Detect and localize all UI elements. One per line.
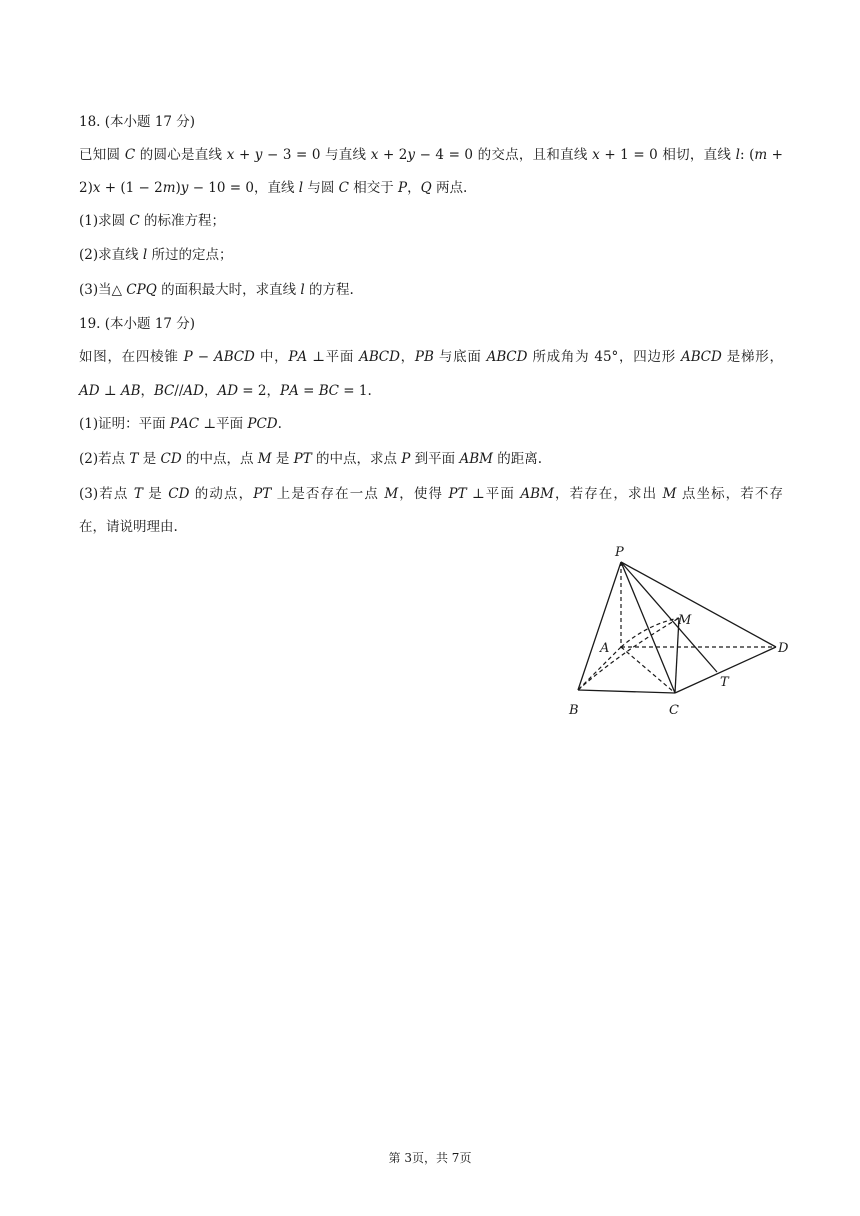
q18-part1: (1)求圆 𝐶 的标准方程； bbox=[79, 213, 226, 229]
edge-PT bbox=[621, 562, 717, 672]
label-T: T bbox=[720, 675, 729, 690]
label-M: M bbox=[678, 613, 692, 628]
q19-part2: (2)若点 𝑇 是 𝐶𝐷 的中点，点 𝑀 是 𝑃𝑇 的中点，求点 𝑃 到平面 𝐴𝐵𝑀 的距离. bbox=[79, 451, 543, 467]
q19-stem-line2: 𝐴𝐷 ⊥ 𝐴𝐵，𝐵𝐶//𝐴𝐷，𝐴𝐷 = 2，𝑃𝐴 = 𝐵𝐶 = 1. bbox=[79, 383, 372, 399]
edge-PB bbox=[578, 562, 621, 690]
q18-part3: (3)当△ 𝐶𝑃𝑄 的面积最大时，求直线 𝑙 的方程. bbox=[79, 282, 354, 298]
label-D: D bbox=[778, 641, 789, 656]
q19-stem-line1: 如图，在四棱锥 𝑃 − 𝐴𝐵𝐶𝐷 中，𝑃𝐴 ⊥平面 𝐴𝐵𝐶𝐷，𝑃𝐵 与底面 𝐴𝐵𝐶𝐷 所成角为 45°，四边形 𝐴𝐵𝐶𝐷 是梯形， bbox=[79, 349, 783, 365]
q19-part3-line2: 在，请说明理由. bbox=[79, 519, 178, 535]
edge-PD bbox=[621, 562, 776, 647]
label-A: A bbox=[600, 641, 610, 656]
label-C: C bbox=[669, 703, 679, 718]
q18-stem-line2: 2)𝑥 + (1 − 2𝑚)𝑦 − 10 = 0，直线 𝑙 与圆 𝐶 相交于 𝑃，𝑄 两点. bbox=[79, 180, 468, 196]
edge-PC bbox=[621, 562, 675, 693]
label-B: B bbox=[569, 703, 579, 718]
edge-AC bbox=[621, 647, 675, 693]
q19-part1: (1)证明：平面 𝑃𝐴𝐶 ⊥平面 𝑃𝐶𝐷. bbox=[79, 416, 282, 432]
label-P: P bbox=[615, 545, 624, 560]
q18-header: 18. (本小题 17 分) bbox=[79, 114, 196, 130]
edge-BC bbox=[578, 690, 675, 693]
pyramid-diagram bbox=[560, 538, 800, 723]
q19-part3-line1: (3)若点 𝑇 是 𝐶𝐷 的动点，𝑃𝑇 上是否存在一点 𝑀，使得 𝑃𝑇 ⊥平面 𝐴𝐵𝑀，若存在，求出 𝑀 点坐标，若不存 bbox=[79, 486, 783, 502]
page-footer: 第 3页，共 7页 bbox=[388, 1151, 472, 1165]
pyramid-figure bbox=[560, 538, 800, 723]
q18-stem-line1: 已知圆 𝐶 的圆心是直线 𝑥 + 𝑦 − 3 = 0 与直线 𝑥 + 2𝑦 − 4 = 0 的交点，且和直线 𝑥 + 1 = 0 相切，直线 𝑙: (𝑚 + bbox=[79, 147, 783, 163]
q19-header: 19. (本小题 17 分) bbox=[79, 316, 196, 332]
edge-CM bbox=[675, 618, 679, 693]
q18-part2: (2)求直线 𝑙 所过的定点； bbox=[79, 247, 233, 263]
